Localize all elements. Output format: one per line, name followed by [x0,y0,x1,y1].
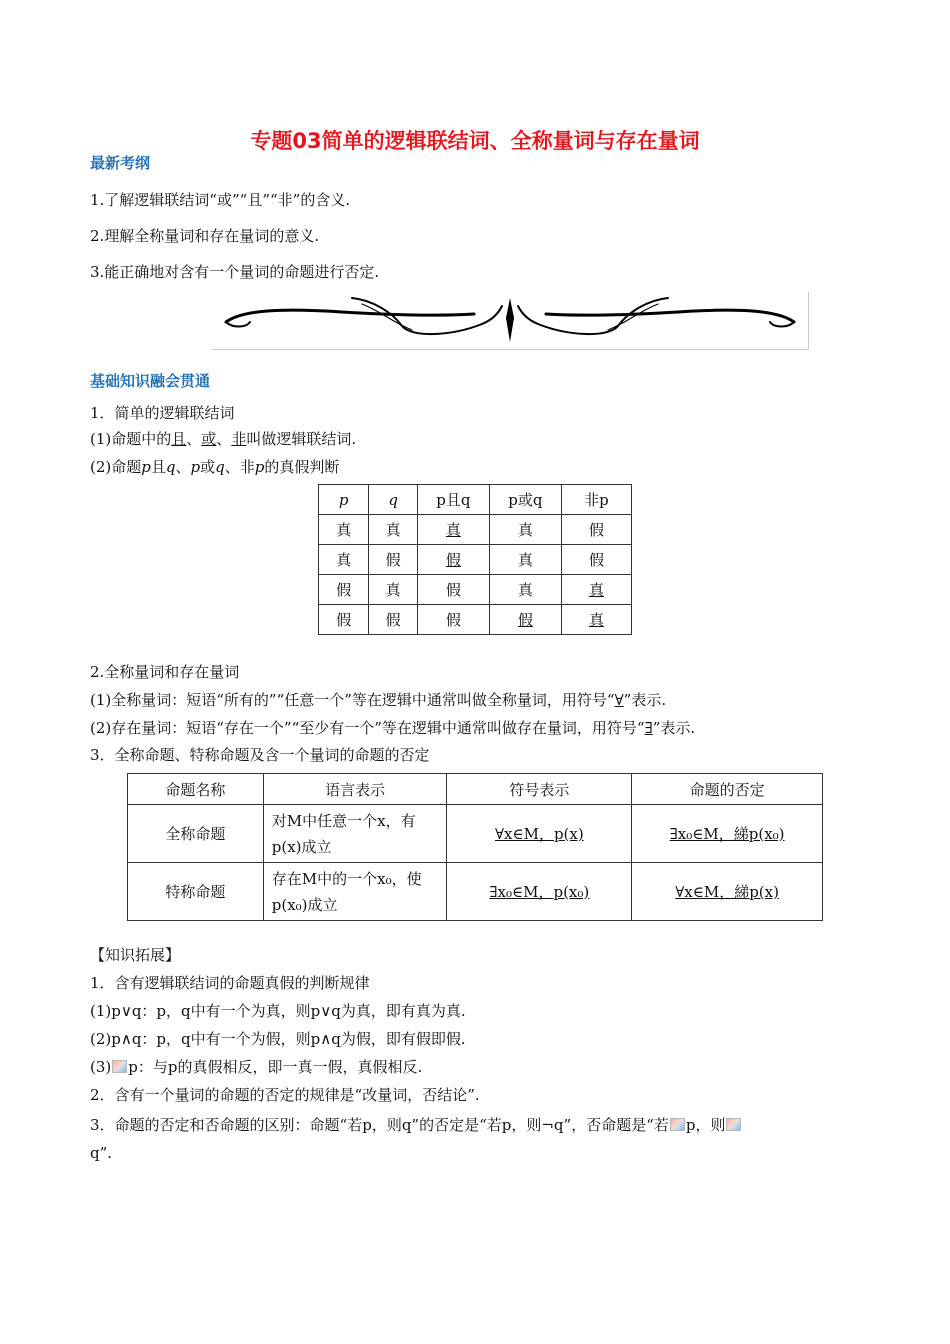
negation-symbol-icon [112,1060,127,1073]
table-row [128,863,823,921]
table-header-cell: 命题名称 [128,774,264,805]
table-cell: 假 [319,605,369,635]
text-span: 、 [175,458,191,476]
table-cell: 假 [319,575,369,605]
table-cell: 全称命题 [128,805,264,863]
table-cell: 真 [561,605,631,635]
table-header-cell: 符号表示 [447,774,632,805]
outline-item: 3.能正确地对含有一个量词的命题进行否定. [90,263,380,281]
text-span: p：与p的真假相反，即一真一假，真假相反. [128,1058,423,1076]
table-header-cell: p且q [417,485,489,515]
existential-quantifier-line [90,718,695,738]
negation-symbol-icon [670,1118,685,1131]
text-span: 、 [216,430,232,448]
var-span: p [190,458,201,476]
answer-blank: ∃ [644,719,653,737]
table-cell: 假 [417,575,489,605]
table-header-row [319,485,632,515]
table-row [319,545,632,575]
text-span: ”表示. [652,719,696,737]
table-cell: 真 [319,545,369,575]
text-span: (3) [90,1058,112,1076]
text-span: (2)命题 [90,458,142,476]
extension-heading: 【知识拓展】 [90,946,181,964]
extension-line: (1)p∨q：p，q中有一个为真，则p∨q为真，即有真为真. [90,1002,466,1020]
table-header-cell: p [319,485,369,515]
table-cell: 真 [561,575,631,605]
text-span: 且 [150,458,166,476]
var-span: p [254,458,265,476]
table-cell: 假 [561,515,631,545]
text-span: 或 [200,458,216,476]
extension-line: q”. [90,1144,113,1162]
answer-blank: 且 [171,430,187,448]
table-header-cell: 命题的否定 [632,774,823,805]
subsection-heading: 3．全称命题、特称命题及含一个量词的命题的否定 [90,746,430,764]
cell-line: p(x)成立 [271,837,332,856]
cell-line: 对M中任意一个x，有 [271,811,416,830]
table-cell: 真 [489,545,561,575]
table-cell: 假 [369,605,417,635]
extension-line: 2．含有一个量词的命题的否定的规律是“改量词，否结论”. [90,1086,480,1104]
table-cell [263,805,447,863]
subsection-heading: 1．简单的逻辑联结词 [90,404,235,422]
text-span: 3．命题的否定和否命题的区别：命题“若p，则q”的否定是“若p，则¬q”，否命题是“若 [90,1116,669,1134]
table-cell: 真 [489,515,561,545]
table-cell: 假 [561,545,631,575]
quantifier-table [127,773,823,921]
table-cell: 真 [489,575,561,605]
extension-line: (2)p∧q：p，q中有一个为假，则p∧q为假，即有假即假. [90,1030,466,1048]
universal-quantifier-line [90,690,666,710]
table-cell: 假 [417,605,489,635]
table-cell: 假 [417,545,489,575]
var-span: q [215,458,225,476]
extension-line [90,1057,422,1077]
text-span: p，则 [685,1116,726,1134]
answer-blank: 非 [231,430,247,448]
truth-judgment-line [90,457,339,477]
table-row [319,575,632,605]
text-span: 的真假判断 [264,458,340,476]
extension-line: 1．含有逻辑联结词的命题真假的判断规律 [90,974,370,992]
page-title: 专题03简单的逻辑联结词、全称量词与存在量词 [250,129,700,153]
table-cell: ∃x₀∈M，綈p(x₀) [632,805,823,863]
table-cell: ∀x∈M，p(x) [447,805,632,863]
answer-blank: ∀ [614,691,624,709]
var-span: q [165,458,176,476]
cell-line: p(x₀)成立 [271,895,338,914]
table-cell [263,863,447,921]
var-span: p [141,458,151,476]
table-row [128,805,823,863]
text-span: (2)存在量词：短语“存在一个”“至少有一个”等在逻辑中通常叫做存在量词，用符号“ [90,719,645,737]
connectives-line [90,429,356,449]
table-cell: ∀x∈M，綈p(x) [632,863,823,921]
text-span: (1)命题中的 [90,430,172,448]
text-span: (1)全称量词：短语“所有的”“任意一个”等在逻辑中通常叫做全称量词，用符号“ [90,691,615,709]
table-cell: 真 [417,515,489,545]
table-cell: 特称命题 [128,863,264,921]
flourish-ornament-icon [212,292,808,349]
table-cell: 真 [319,515,369,545]
ornament-divider [212,292,809,350]
table-header-cell: q [369,485,417,515]
table-row [319,515,632,545]
answer-blank: 或 [201,430,217,448]
table-cell: 真 [369,575,417,605]
text-span: ”表示. [623,691,667,709]
table-cell: 真 [369,515,417,545]
table-header-cell: 非p [561,485,631,515]
outline-item: 1.了解逻辑联结词“或”“且”“非”的含义. [90,191,351,209]
table-header-cell: p或q [489,485,561,515]
section-basic-heading: 基础知识融会贯通 [90,372,211,390]
text-span: 、 [186,430,202,448]
negation-symbol-icon [726,1118,741,1131]
text-span: 、非 [224,458,255,476]
truth-table [318,484,632,635]
cell-line: 存在M中的一个x₀，使 [271,869,422,888]
table-header-cell: 语言表示 [263,774,447,805]
table-cell: 假 [489,605,561,635]
table-header-row [128,774,823,805]
subsection-heading: 2.全称量词和存在量词 [90,663,240,681]
table-cell: 假 [369,545,417,575]
table-cell: ∃x₀∈M，p(x₀) [447,863,632,921]
text-span: 叫做逻辑联结词. [246,430,357,448]
extension-line [90,1115,742,1135]
outline-item: 2.理解全称量词和存在量词的意义. [90,227,320,245]
table-row [319,605,632,635]
section-outline-heading: 最新考纲 [90,154,151,172]
